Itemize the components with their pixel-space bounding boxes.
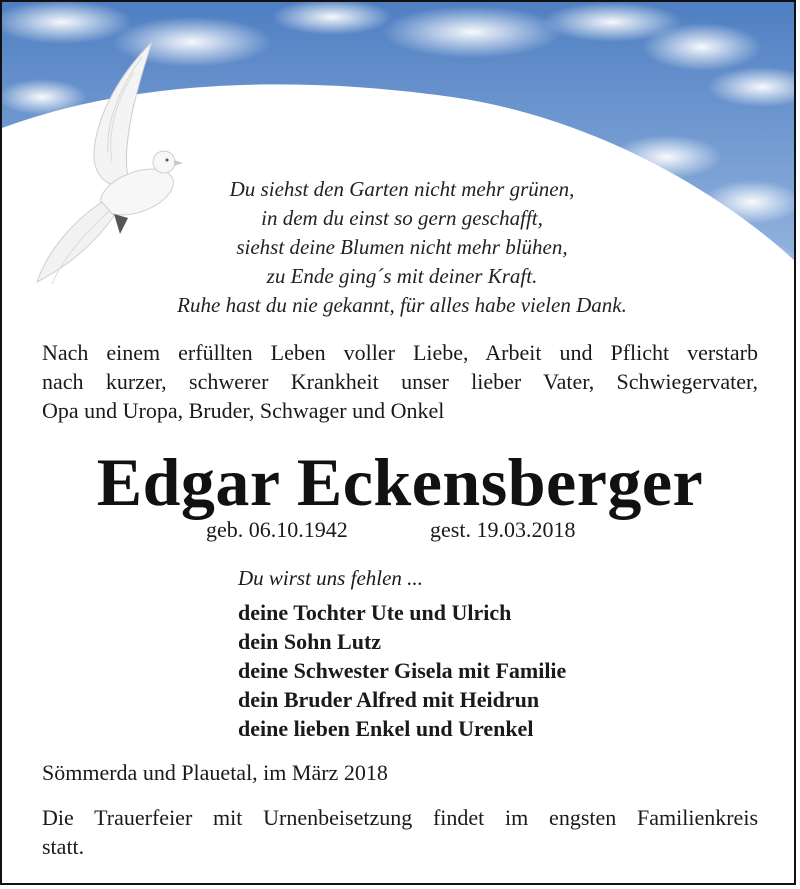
mourner-entry: deine Schwester Gisela mit Familie bbox=[238, 658, 567, 683]
mourners-heading: Du wirst uns fehlen ... bbox=[238, 566, 423, 590]
ceremony-notice bbox=[42, 803, 758, 861]
announcement-line: Opa und Uropa, Bruder, Schwager und Onkel bbox=[42, 398, 445, 423]
poem-line: zu Ende ging´s mit deiner Kraft. bbox=[266, 264, 538, 288]
mourners-list bbox=[238, 598, 566, 743]
poem-line: Ruhe hast du nie gekannt, für alles habe vielen Dank. bbox=[177, 293, 627, 317]
poem bbox=[42, 175, 762, 320]
poem-line: in dem du einst so gern geschafft, bbox=[261, 206, 543, 230]
mourner-entry: deine Tochter Ute und Ulrich bbox=[238, 600, 512, 625]
mourner-entry: dein Sohn Lutz bbox=[238, 629, 382, 654]
announcement-line: Nach einem erfüllten Leben voller Liebe, Arbeit und Pflicht verstarb bbox=[42, 340, 758, 365]
death-date: gest. 19.03.2018 bbox=[430, 517, 576, 542]
ceremony-line: Die Trauerfeier mit Urnenbeisetzung findet im engsten Familienkreis bbox=[42, 805, 758, 830]
announcement-line: nach kurzer, schwerer Krankheit unser lieber Vater, Schwiegervater, bbox=[42, 369, 758, 394]
poem-line: Du siehst den Garten nicht mehr grünen, bbox=[229, 177, 575, 201]
announcement-text bbox=[42, 338, 758, 425]
mourner-entry: dein Bruder Alfred mit Heidrun bbox=[238, 687, 540, 712]
poem-line: siehst deine Blumen nicht mehr blühen, bbox=[236, 235, 568, 259]
mourner-entry: deine lieben Enkel und Urenkel bbox=[238, 716, 534, 741]
place-and-date: Sömmerda und Plauetal, im März 2018 bbox=[42, 760, 388, 785]
birth-date: geb. 06.10.1942 bbox=[206, 517, 348, 542]
deceased-name: Edgar Eckensberger bbox=[96, 444, 704, 520]
ceremony-line: statt. bbox=[42, 834, 85, 859]
